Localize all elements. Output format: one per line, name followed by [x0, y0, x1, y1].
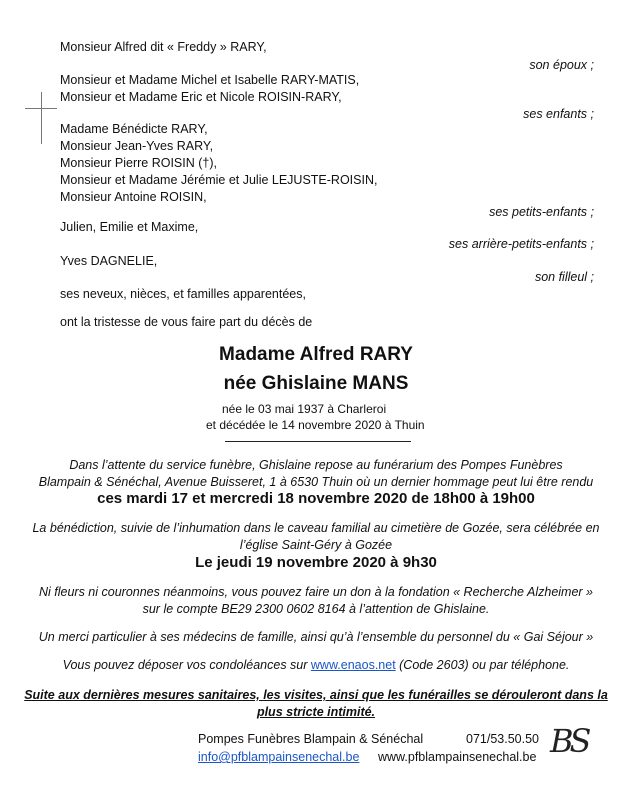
godson: Yves DAGNELIE, [60, 254, 158, 268]
rest-line-2: Blampain & Sénéchal, Avenue Buisseret, 1 à 6530 Thuin où un dernier hommage peut lui être rendu [38, 475, 594, 489]
spouse-role: son époux ; [529, 58, 594, 72]
company-email[interactable]: info@pfblampainsenechal.be [198, 750, 360, 764]
condolences-prefix: Vous pouvez déposer vos condoléances sur [62, 658, 311, 672]
company-logo: BS [550, 722, 588, 760]
child-1: Monsieur et Madame Michel et Isabelle RARY-MATIS, [60, 73, 360, 87]
grandchild-1: Madame Bénédicte RARY, [60, 122, 208, 136]
thanks-line: Un merci particulier à ses médecins de famille, ainsi qu’à l’ensemble du personnel du « Gai Séjour » [38, 630, 594, 644]
deceased-maiden-name: née Ghislaine MANS [223, 373, 409, 394]
death-info: et décédée le 14 novembre 2020 à Thuin [206, 418, 425, 432]
grandchild-5: Monsieur Antoine ROISIN, [60, 190, 207, 204]
rest-line-1: Dans l’attente du service funèbre, Ghislaine repose au funérarium des Pompes Funèbres [69, 458, 563, 472]
child-2: Monsieur et Madame Eric et Nicole ROISIN-RARY, [60, 90, 342, 104]
grandchildren-role: ses petits-enfants ; [489, 205, 594, 219]
blessing-line-2: l’église Saint-Géry à Gozée [239, 538, 393, 552]
godson-role: son filleul ; [534, 270, 594, 284]
company-website[interactable]: www.pfblampainsenechal.be [378, 750, 537, 764]
great-grandchildren: Julien, Emilie et Maxime, [60, 220, 199, 234]
grandchild-3: Monsieur Pierre ROISIN (†), [60, 156, 217, 170]
deceased-name: Madame Alfred RARY [219, 344, 413, 365]
sanitary-line-2: plus stricte intimité. [256, 705, 376, 719]
announcement: ont la tristesse de vous faire part du décès de [60, 315, 313, 329]
separator-line [225, 441, 411, 442]
sanitary-line-1: Suite aux dernières mesures sanitaires, les visites, ainsi que les funérailles se dérouleront dans la [24, 688, 608, 702]
company-phone: 071/53.50.50 [466, 732, 539, 746]
ceremony-time: Le jeudi 19 novembre 2020 à 9h30 [195, 554, 437, 571]
cross-icon-vertical [41, 92, 42, 144]
cross-icon-horizontal [25, 108, 57, 109]
condolences-suffix: (Code 2603) ou par téléphone. [395, 658, 570, 672]
children-role: ses enfants ; [523, 107, 594, 121]
spouse-name: Monsieur Alfred dit « Freddy » RARY, [60, 40, 267, 54]
grandchild-4: Monsieur et Madame Jérémie et Julie LEJUSTE-ROISIN, [60, 173, 378, 187]
visit-times: ces mardi 17 et mercredi 18 novembre 2020 de 18h00 à 19h00 [97, 490, 535, 507]
flowers-line-1: Ni fleurs ni couronnes néanmoins, vous pouvez faire un don à la fondation « Recherche Alzheimer » [38, 585, 594, 599]
grandchild-2: Monsieur Jean-Yves RARY, [60, 139, 214, 153]
company-name: Pompes Funèbres Blampain & Sénéchal [198, 732, 424, 746]
great-grandchildren-role: ses arrière-petits-enfants ; [448, 237, 594, 251]
blessing-line-1: La bénédiction, suivie de l’inhumation dans le caveau familial au cimetière de Gozée, sera célébrée en [32, 521, 600, 535]
birth-info: née le 03 mai 1937 à Charleroi [222, 402, 387, 416]
other-relatives: ses neveux, nièces, et familles apparentées, [60, 287, 306, 301]
condolences-line [0, 658, 632, 672]
flowers-line-2: sur le compte BE29 2300 0602 8164 à l’attention de Ghislaine. [142, 602, 490, 616]
condolences-link[interactable]: www.enaos.net [310, 658, 396, 672]
